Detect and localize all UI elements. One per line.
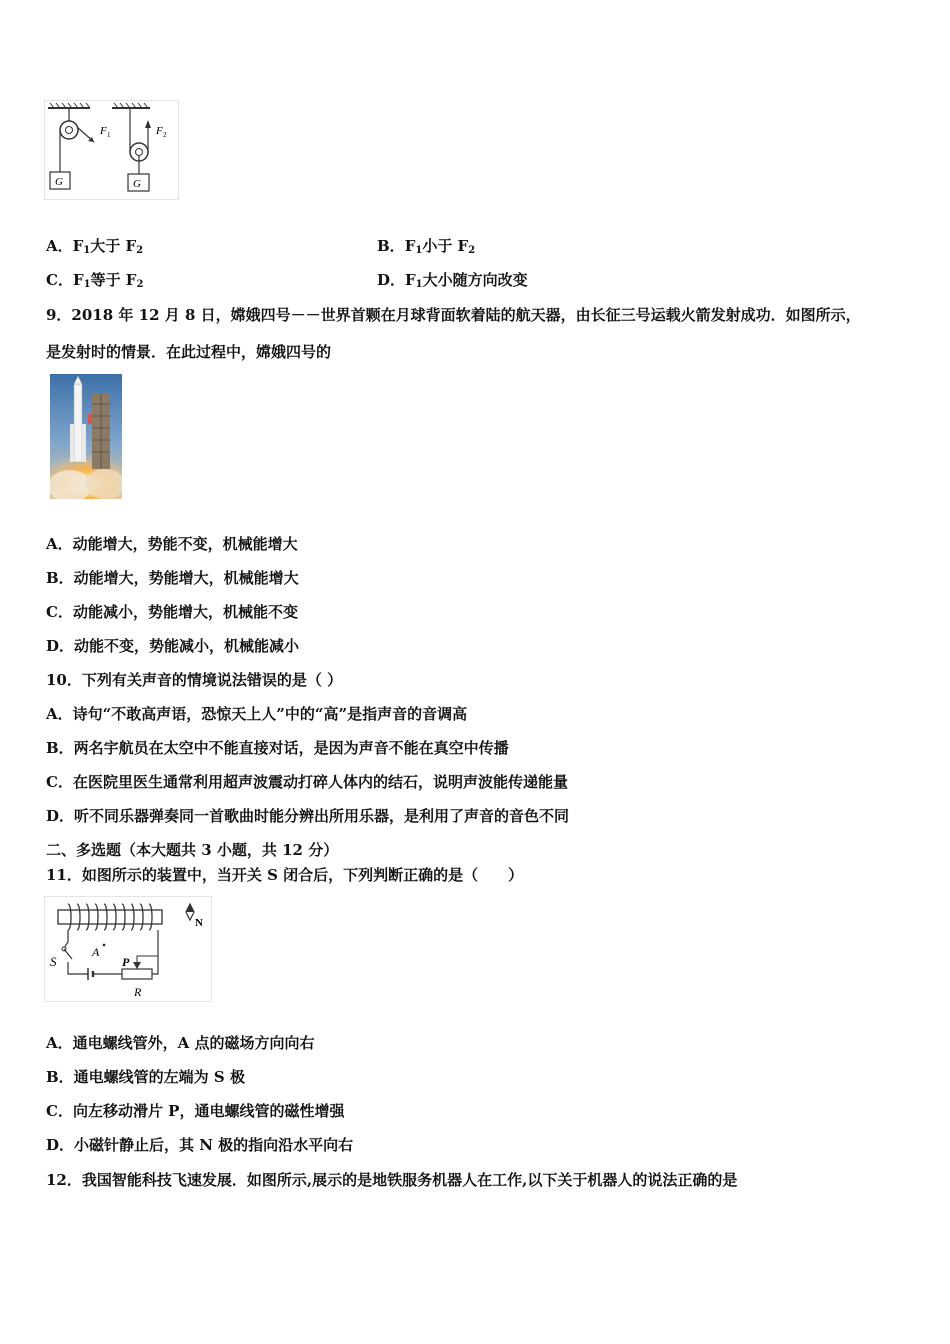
pulley-figure <box>44 100 179 200</box>
q9-stem-line2: 是发射时的情景．在此过程中，嫦娥四号的 <box>46 343 332 361</box>
force-label-f2-sub: 2 <box>163 131 167 139</box>
force-label-f2: F <box>156 125 163 137</box>
q12-stem: 12．我国智能科技飞速发展．如图所示,展示的是地铁服务机器人在工作,以下关于机器人的说法正确的是 <box>46 1171 738 1189</box>
solenoid-circuit-figure <box>44 896 212 1002</box>
q11-stem: 11．如图所示的装置中，当开关 S 闭合后，下列判断正确的是（ ） <box>46 866 524 884</box>
force-label-f1: F <box>100 125 107 137</box>
q10-option-b: B．两名宇航员在太空中不能直接对话，是因为声音不能在真空中传播 <box>46 739 509 757</box>
q9-option-a: A．动能增大，势能不变，机械能增大 <box>46 535 298 553</box>
q10-option-c: C．在医院里医生通常利用超声波震动打碎人体内的结石，说明声波能传递能量 <box>46 773 568 791</box>
weight-label-right: G <box>133 178 141 190</box>
rocket-launch-photo <box>50 374 122 499</box>
q9-option-b: B．动能增大，势能增大，机械能增大 <box>46 569 299 587</box>
section-title: 二、多选题（本大题共 3 小题，共 12 分） <box>46 841 339 859</box>
q10-option-a: A．诗句“不敢高声语，恐惊天上人”中的“高”是指声音的音调高 <box>46 705 468 723</box>
q11-option-d: D．小磁针静止后，其 N 极的指向沿水平向右 <box>46 1136 354 1154</box>
q10-option-d: D．听不同乐器弹奏同一首歌曲时能分辨出所用乐器，是利用了声音的音色不同 <box>46 807 570 825</box>
q11-option-b: B．通电螺线管的左端为 S 极 <box>46 1068 245 1086</box>
q10-stem: 10．下列有关声音的情境说法错误的是（ ） <box>46 671 343 689</box>
q11-option-c: C．向左移动滑片 P，通电螺线管的磁性增强 <box>46 1102 345 1120</box>
weight-label-left: G <box>55 176 63 188</box>
q9-option-d: D．动能不变，势能减小，机械能减小 <box>46 637 300 655</box>
q8-option-b: B．$F_1$小于 $F_2$ <box>377 237 476 256</box>
compass-n-label: N <box>195 917 203 929</box>
q9-option-c: C．动能减小，势能增大，机械能不变 <box>46 603 298 621</box>
switch-label: S <box>50 954 57 969</box>
resistor-r-label: R <box>134 985 142 999</box>
q11-option-a: A．通电螺线管外，A 点的磁场方向向右 <box>46 1034 315 1052</box>
slider-p-label: P <box>122 955 130 969</box>
point-a-label: A <box>92 945 100 959</box>
q8-option-d: D．$F_1$大小随方向改变 <box>377 271 528 290</box>
q8-option-a: A．$F_1$大于 $F_2$ <box>46 237 144 256</box>
q9-stem-line1: 9．2018 年 12 月 8 日，嫦娥四号－－世界首颗在月球背面软着陆的航天器，由长征三号运载火箭发射成功．如图所示， <box>46 306 861 324</box>
force-label-f1-sub: 1 <box>107 131 111 139</box>
q8-option-c: C．$F_1$等于 $F_2$ <box>46 271 144 290</box>
